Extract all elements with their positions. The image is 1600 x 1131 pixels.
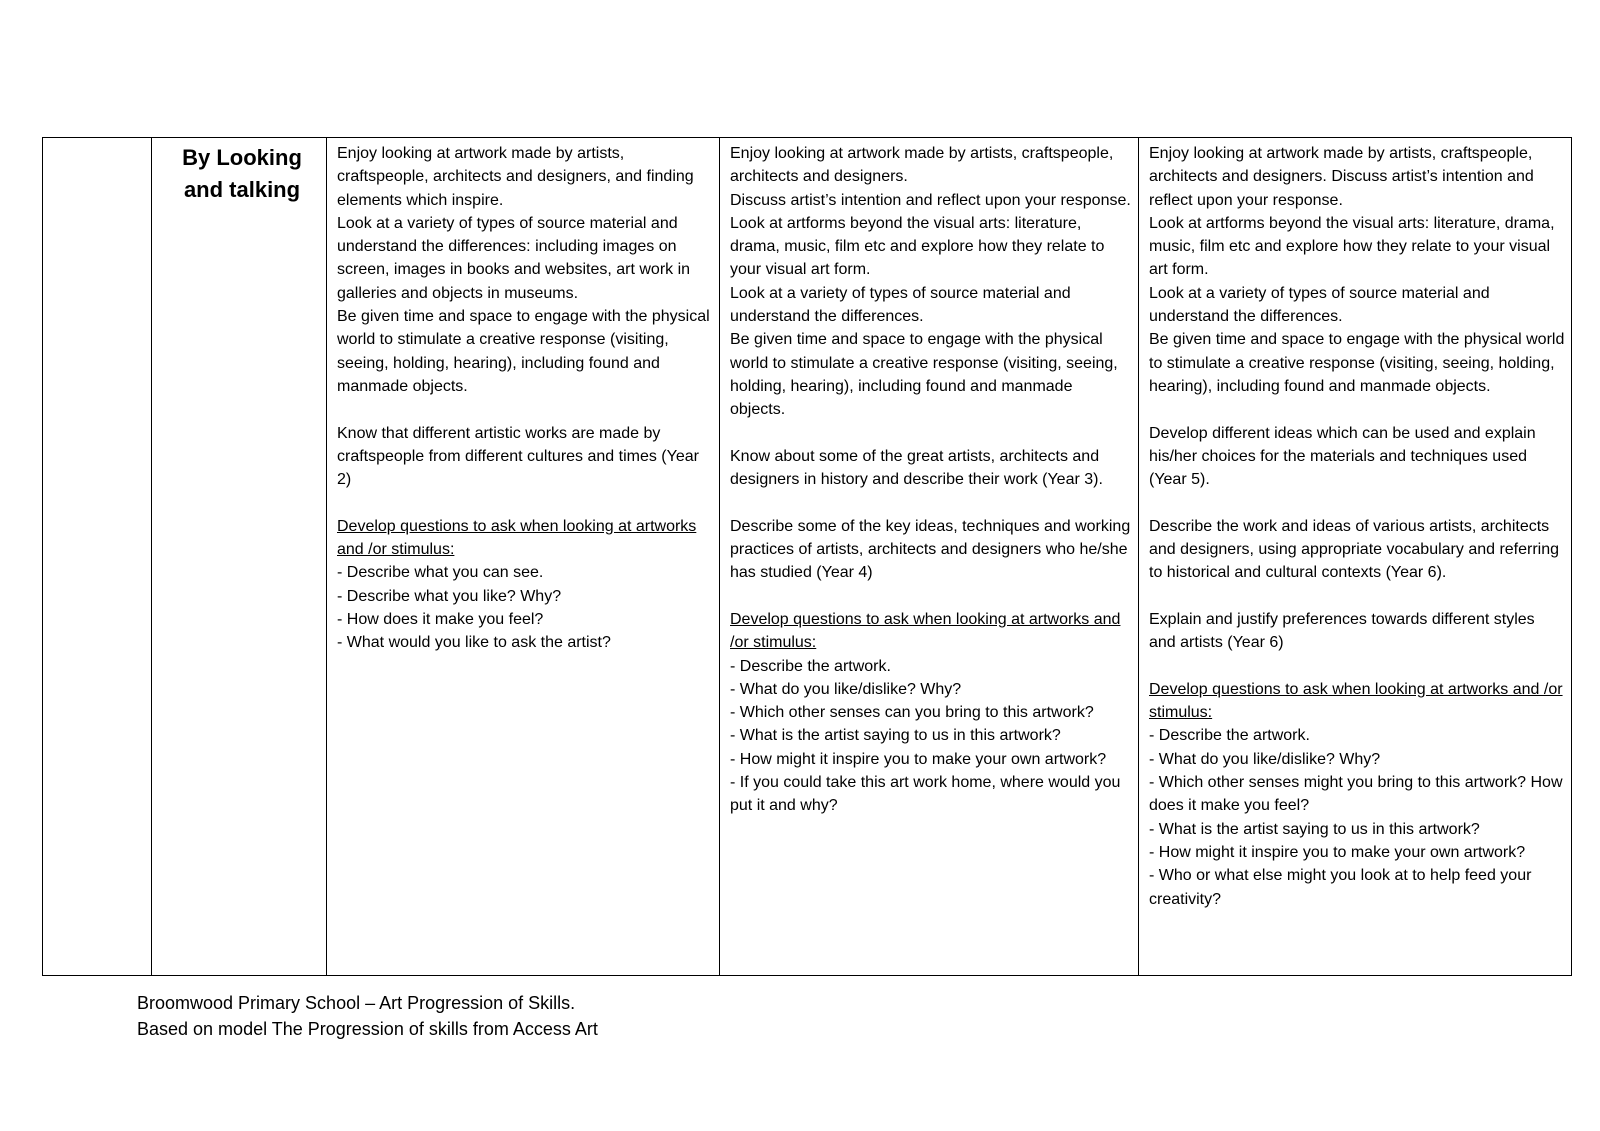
col3-question: - What is the artist saying to us in this artwork? bbox=[1149, 820, 1480, 838]
col3-questions-heading: Develop questions to ask when looking at artworks and /or stimulus: bbox=[1149, 680, 1563, 722]
col2-questions-heading: Develop questions to ask when looking at artworks and /or stimulus: bbox=[730, 610, 1121, 652]
col2-question: - Describe the artwork. bbox=[730, 657, 891, 675]
col2-paragraph: Look at a variety of types of source material and understand the differences. bbox=[730, 284, 1071, 326]
col3-paragraph: Explain and justify preferences towards different styles and artists (Year 6) bbox=[1149, 610, 1535, 652]
col2-paragraph: Be given time and space to engage with the physical world to stimulate a creative response (visiting, seeing, holding, hearing), including found and manmade objects. bbox=[730, 331, 1118, 419]
strand-heading: By Looking and talking bbox=[182, 145, 302, 202]
col2-question: - Which other senses can you bring to this artwork? bbox=[730, 704, 1094, 722]
col3-paragraph: Be given time and space to engage with the physical world to stimulate a creative response (visiting, seeing, holding, hearing), including found and manmade objects. bbox=[1149, 331, 1565, 395]
lower-key-stage-column bbox=[720, 138, 1139, 975]
col2-paragraph: Describe some of the key ideas, techniques and working practices of artists, architects and designers who he/she has studied (Year 4) bbox=[730, 517, 1131, 582]
strand-column bbox=[152, 138, 327, 975]
col3-paragraph: Look at a variety of types of source material and understand the differences. bbox=[1149, 284, 1490, 326]
col1-question: - Describe what you like? Why? bbox=[337, 587, 562, 605]
footer-line: Based on model The Progression of skills from Access Art bbox=[137, 1019, 598, 1039]
col3-question: - Who or what else might you look at to help feed your creativity? bbox=[1149, 867, 1532, 908]
col3-paragraph: Develop different ideas which can be used and explain his/her choices for the materials and techniques used (Year 5). bbox=[1149, 424, 1536, 489]
col1-question: - How does it make you feel? bbox=[337, 610, 544, 628]
footer-line: Broomwood Primary School – Art Progression of Skills. bbox=[137, 993, 576, 1013]
empty-column bbox=[43, 138, 152, 975]
col3-paragraph: Describe the work and ideas of various artists, architects and designers, using appropriate vocabulary and referring to historical and cultural contexts (Year 6). bbox=[1149, 517, 1560, 582]
col1-paragraph: Enjoy looking at artwork made by artists, craftspeople, architects and designers, and finding elements which inspire. bbox=[337, 145, 694, 209]
col2-paragraph: Know about some of the great artists, architects and designers in history and describe their work (Year 3). bbox=[730, 447, 1103, 489]
col3-question: - How might it inspire you to make your own artwork? bbox=[1149, 843, 1526, 861]
col1-questions-heading: Develop questions to ask when looking at artworks and /or stimulus: bbox=[337, 517, 697, 559]
col2-question: - What is the artist saying to us in this artwork? bbox=[730, 727, 1061, 745]
col3-paragraph: Enjoy looking at artwork made by artists, craftspeople, architects and designers. Discuss artist’s intention and reflect upon your response. bbox=[1149, 145, 1534, 209]
col3-question: - Which other senses might you bring to this artwork? How does it make you feel? bbox=[1149, 774, 1563, 815]
col2-paragraph: Discuss artist’s intention and reflect upon your response. bbox=[730, 191, 1131, 209]
col2-paragraph: Enjoy looking at artwork made by artists, craftspeople, architects and designers. bbox=[730, 145, 1114, 186]
col1-question: - Describe what you can see. bbox=[337, 564, 544, 582]
col2-question: - What do you like/dislike? Why? bbox=[730, 680, 962, 698]
col3-question: - What do you like/dislike? Why? bbox=[1149, 750, 1381, 768]
early-years-column bbox=[327, 138, 720, 975]
col1-question: - What would you like to ask the artist? bbox=[337, 634, 611, 652]
col2-question: - If you could take this art work home, where would you put it and why? bbox=[730, 774, 1121, 815]
document-footer bbox=[137, 990, 598, 1042]
col3-paragraph: Look at artforms beyond the visual arts: literature, drama, music, film etc and explore how they relate to your visual art form. bbox=[1149, 214, 1555, 279]
col1-paragraph: Know that different artistic works are made by craftspeople from different cultures and times (Year 2) bbox=[337, 424, 699, 489]
skills-table bbox=[42, 137, 1572, 976]
col3-question: - Describe the artwork. bbox=[1149, 727, 1310, 745]
col2-paragraph: Look at artforms beyond the visual arts: literature, drama, music, film etc and explore how they relate to your visual art form. bbox=[730, 214, 1105, 279]
col2-question: - How might it inspire you to make your own artwork? bbox=[730, 750, 1107, 768]
upper-key-stage-column bbox=[1139, 138, 1571, 975]
col1-paragraph: Be given time and space to engage with the physical world to stimulate a creative response (visiting, seeing, holding, hearing), including found and manmade objects. bbox=[337, 308, 710, 395]
col1-paragraph: Look at a variety of types of source material and understand the differences: including images on screen, images in books and websites, art work in galleries and objects in museums. bbox=[337, 214, 691, 302]
